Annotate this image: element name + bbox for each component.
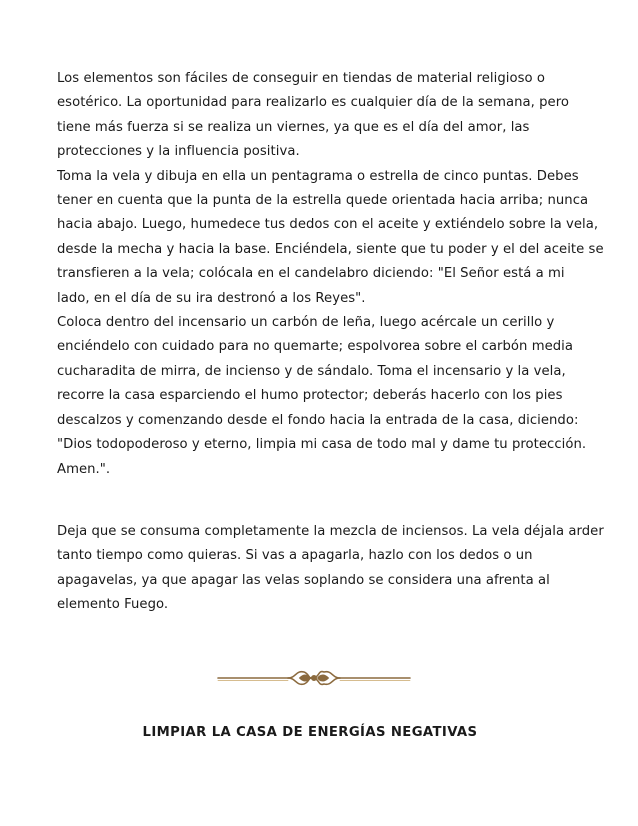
text-line: elemento Fuego. [57, 597, 169, 613]
text-line: cucharadita de mirra, de incienso y de sándalo. Toma el incensario y la vela, [57, 363, 566, 379]
text-line: tiene más fuerza si se realiza un viernes, ya que es el día del amor, las [57, 119, 530, 135]
body-paragraph-1 [57, 67, 604, 482]
text-line: Los elementos son fáciles de conseguir en tiendas de material religioso o [57, 71, 545, 86]
body-paragraph-2 [57, 520, 604, 618]
text-line: Deja que se consuma completamente la mezcla de inciensos. La vela déjala arder [57, 524, 604, 539]
text-line: protecciones y la influencia positiva. [57, 144, 300, 160]
text-line: "Dios todopoderoso y eterno, limpia mi casa de todo mal y dame tu protección. [57, 437, 587, 453]
text-line: enciéndelo con cuidado para no quemarte; espolvorea sobre el carbón media [57, 339, 574, 355]
text-line: hacia abajo. Luego, humedece tus dedos con el aceite y extiéndelo sobre la vela, [57, 217, 599, 233]
text-line: tener en cuenta que la punta de la estrella quede orientada hacia arriba; nunca [57, 193, 589, 209]
text-line: desde la mecha y hacia la base. Enciéndela, siente que tu poder y el del aceite se [57, 241, 604, 257]
text-line: Toma la vela y dibuja en ella un pentagrama o estrella de cinco puntas. Debes [57, 168, 579, 184]
text-line: Coloca dentro del incensario un carbón de leña, luego acércale un cerillo y [57, 315, 555, 331]
text-line: tanto tiempo como quieras. Si vas a apagarla, hazlo con los dedos o un [57, 548, 533, 564]
text-line: esotérico. La oportunidad para realizarlo es cualquier día de la semana, pero [57, 95, 569, 111]
section-heading: LIMPIAR LA CASA DE ENERGÍAS NEGATIVAS [142, 725, 478, 740]
text-line: Amen.". [57, 461, 111, 477]
text-line: transfieren a la vela; colócala en el candelabro diciendo: "El Señor está a mi [57, 266, 565, 282]
text-line: descalzos y comenzando desde el fondo hacia la entrada de la casa, diciendo: [57, 412, 579, 428]
text-line: apagavelas, ya que apagar las velas soplando se considera una afrenta al [57, 572, 550, 588]
text-line: recorre la casa esparciendo el humo protector; deberás hacerlo con los pies [57, 388, 563, 404]
ornamental-divider-icon [216, 666, 412, 690]
text-line: lado, en el día de su ira destronó a los Reyes". [57, 290, 366, 306]
